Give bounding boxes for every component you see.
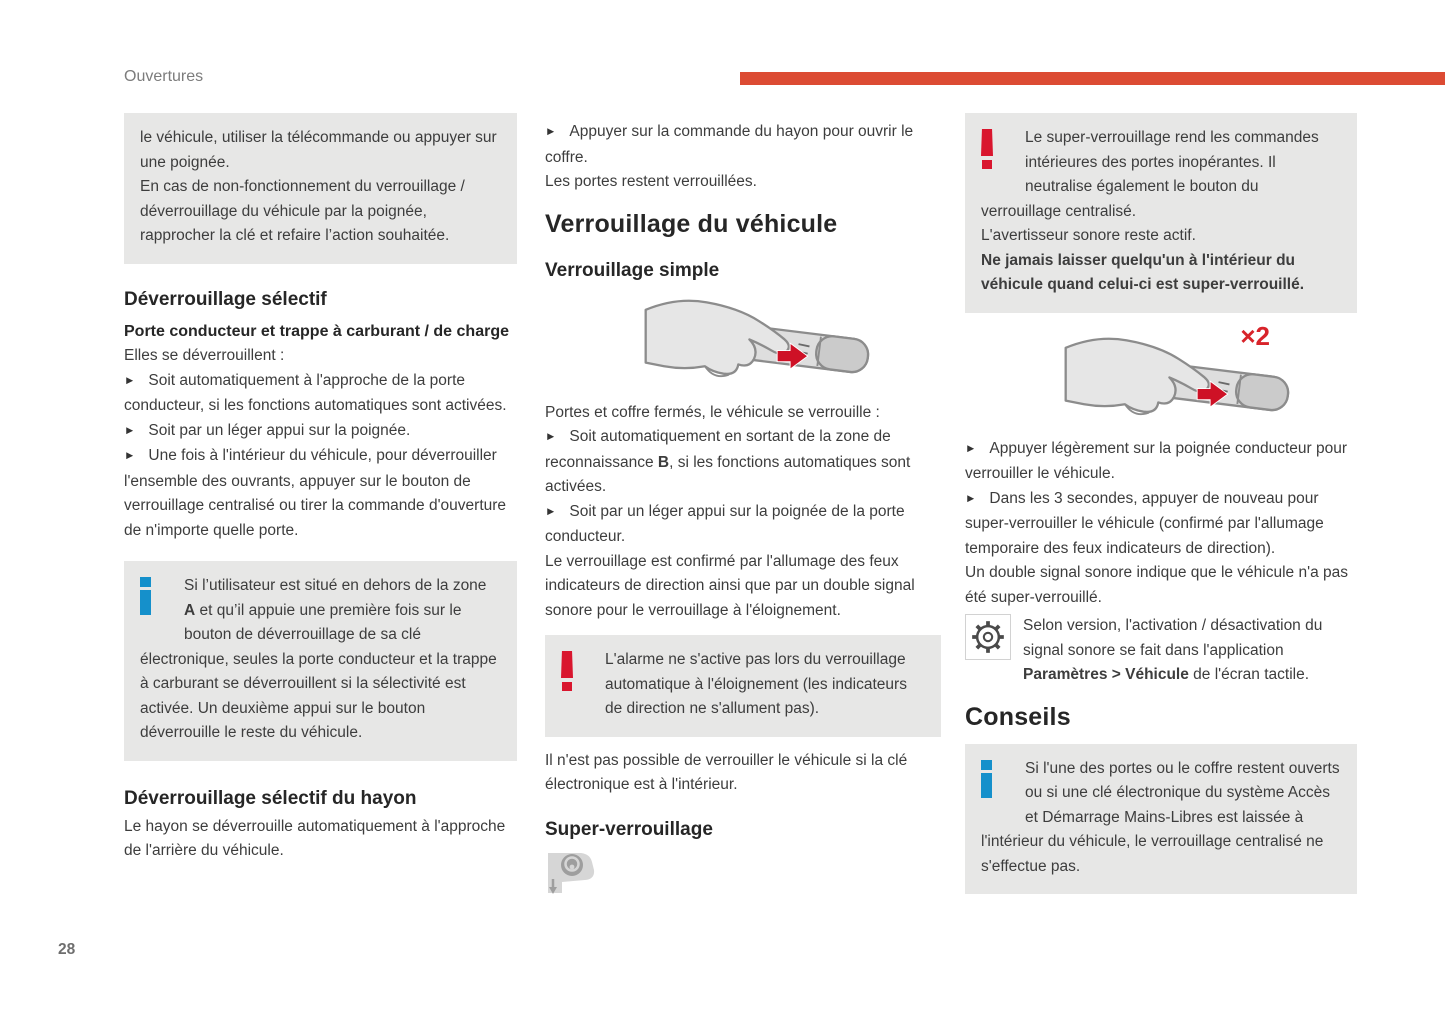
bullet-item (545, 500, 941, 550)
bullet-text: Soit par un léger appui sur la poignée de la porte conducteur. (545, 502, 905, 545)
warning-text: Le super-verrouillage rend les commandes intérieures des portes inopérantes. Il neutralise également le bouton du verrouillage centralisé. (981, 129, 1319, 220)
note-box (124, 113, 517, 264)
bullet-triangle-icon: ► (124, 450, 136, 462)
note-text: le véhicule, utiliser la télécommande ou appuyer sur une poignée. (140, 129, 497, 171)
info-text: Si l’utilisateur est situé en dehors de la zone A et qu’il appuie une première fois sur le bouton de déverrouillage de sa clé électronique, seules la porte conducteur et la trappe à carburant se déverrouillent si la sélectivité est activée. Un deuxième appui sur le bouton déverrouille le reste du véhicule. (140, 577, 497, 741)
bullet-text: Soit par un léger appui sur la poignée. (148, 421, 411, 439)
times-two-label: ×2 (1240, 320, 1270, 351)
page-title: Verrouillage du véhicule (545, 209, 838, 238)
hand-pressing-handle-icon (643, 295, 878, 395)
bullet-triangle-icon: ► (124, 424, 136, 437)
bullet-item (965, 437, 1357, 487)
bullet-item: ► Soit automatiquement en sortant de la zone de reconnaissance B, si les fonctions automatiques sont activées. (545, 425, 941, 500)
info-box (124, 561, 517, 761)
bullet-item (965, 487, 1357, 562)
paragraph: Un double signal sonore indique que le véhicule n'a pas été super-verrouillé. (965, 564, 1348, 606)
paragraph: Il n'est pas possible de verrouiller le véhicule si la clé électronique est à l'intérieur. (545, 751, 908, 793)
paragraph: Le verrouillage est confirmé par l'allumage des feux indicateurs de direction ainsi que par un double signal sonore pour le verrouillage à l'éloignement. (545, 552, 915, 619)
bullet-triangle-icon: ► (545, 431, 557, 443)
settings-note (965, 614, 1357, 688)
super-lock-pictogram (545, 850, 941, 905)
page-number: 28 (58, 941, 76, 958)
bullet-item (124, 419, 517, 445)
bullet-item (124, 369, 517, 419)
column-1 (124, 113, 517, 864)
gear-icon-wrap (965, 614, 1023, 666)
bullet-triangle-icon: ► (545, 505, 557, 518)
door-handle-press-illustration (643, 295, 878, 395)
bullet-text: Une fois à l'intérieur du véhicule, pour déverrouiller l'ensemble des ouvrants, appuyer sur le bouton de verrouillage centralisé ou tirer la commande d'ouverture de n'importe quelle porte. (124, 447, 507, 539)
column-2 (545, 113, 941, 904)
running-header: Ouvertures (124, 68, 204, 85)
info-icon (140, 574, 184, 626)
bullet-text: Appuyer légèrement sur la poignée conducteur pour verrouiller le véhicule. (965, 439, 1347, 482)
column-3 (965, 113, 1357, 894)
subsection-title: Verrouillage simple (545, 259, 720, 281)
bullet-item (124, 444, 517, 543)
bullet-triangle-icon: ► (965, 442, 977, 455)
bullet-triangle-icon: ► (965, 492, 977, 505)
warning-text: L'alarme ne s'active pas lors du verrouillage automatique à l'éloignement (les indicateurs de direction ne s'allument pas). (605, 651, 907, 717)
warning-icon (561, 648, 605, 700)
double-press-illustration (1063, 320, 1298, 431)
key-fob-steering-wheel-icon (545, 850, 599, 896)
subsection-title: Super-verrouillage (545, 818, 713, 840)
bullet-text: Dans les 3 secondes, appuyer de nouveau pour super-verrouiller le véhicule (confirmé par l'allumage temporaire des feux indicateurs de direction). (965, 489, 1324, 557)
bullet-text: Appuyer sur la commande du hayon pour ouvrir le coffre. (545, 123, 914, 166)
paragraph: Le hayon se déverrouille automatiquement à l'approche de l'arrière du véhicule. (124, 817, 506, 859)
gear-icon (965, 614, 1011, 660)
info-icon (981, 757, 1025, 809)
bullet-triangle-icon: ► (124, 374, 136, 387)
warning-box (545, 635, 941, 737)
info-box (965, 744, 1357, 895)
warning-icon (981, 126, 1025, 178)
warning-text: L'avertisseur sonore reste actif. (981, 227, 1196, 244)
section-title: Conseils (965, 702, 1071, 731)
accent-rule (740, 72, 1445, 85)
bullet-triangle-icon: ► (545, 126, 557, 138)
settings-note-text: Selon version, l'activation / désactivation du signal sonore se fait dans l'application Paramètres > Véhicule de l'écran tactile. (1023, 617, 1323, 683)
paragraph: Portes et coffre fermés, le véhicule se verrouille : (545, 403, 880, 421)
paragraph: Elles se déverrouillent : (124, 347, 285, 364)
section-title: Déverrouillage sélectif du hayon (124, 787, 417, 809)
bullet-text: Soit automatiquement à l'approche de la porte conducteur, si les fonctions automatiques sont activées. (124, 371, 507, 414)
info-text: Si l'une des portes ou le coffre restent ouverts ou si une clé électronique du système Accès et Démarrage Mains-Libres est laissée à l'intérieur du véhicule, le verrouillage centralisé ne s'effectue pas. (981, 759, 1340, 875)
warning-box (965, 113, 1357, 313)
section-title: Déverrouillage sélectif (124, 288, 327, 310)
subsection-title: Porte conducteur et trappe à carburant / de charge (124, 322, 509, 340)
note-text: En cas de non-fonctionnement du verrouillage / déverrouillage du véhicule par la poignée, rapprocher la clé et refaire l’action souhaitée. (140, 178, 465, 244)
warning-text-bold: Ne jamais laisser quelqu'un à l'intérieur du véhicule quand celui-ci est super-verrouillé. (981, 251, 1305, 293)
paragraph: Les portes restent verrouillées. (545, 173, 757, 190)
bullet-item (545, 120, 941, 170)
